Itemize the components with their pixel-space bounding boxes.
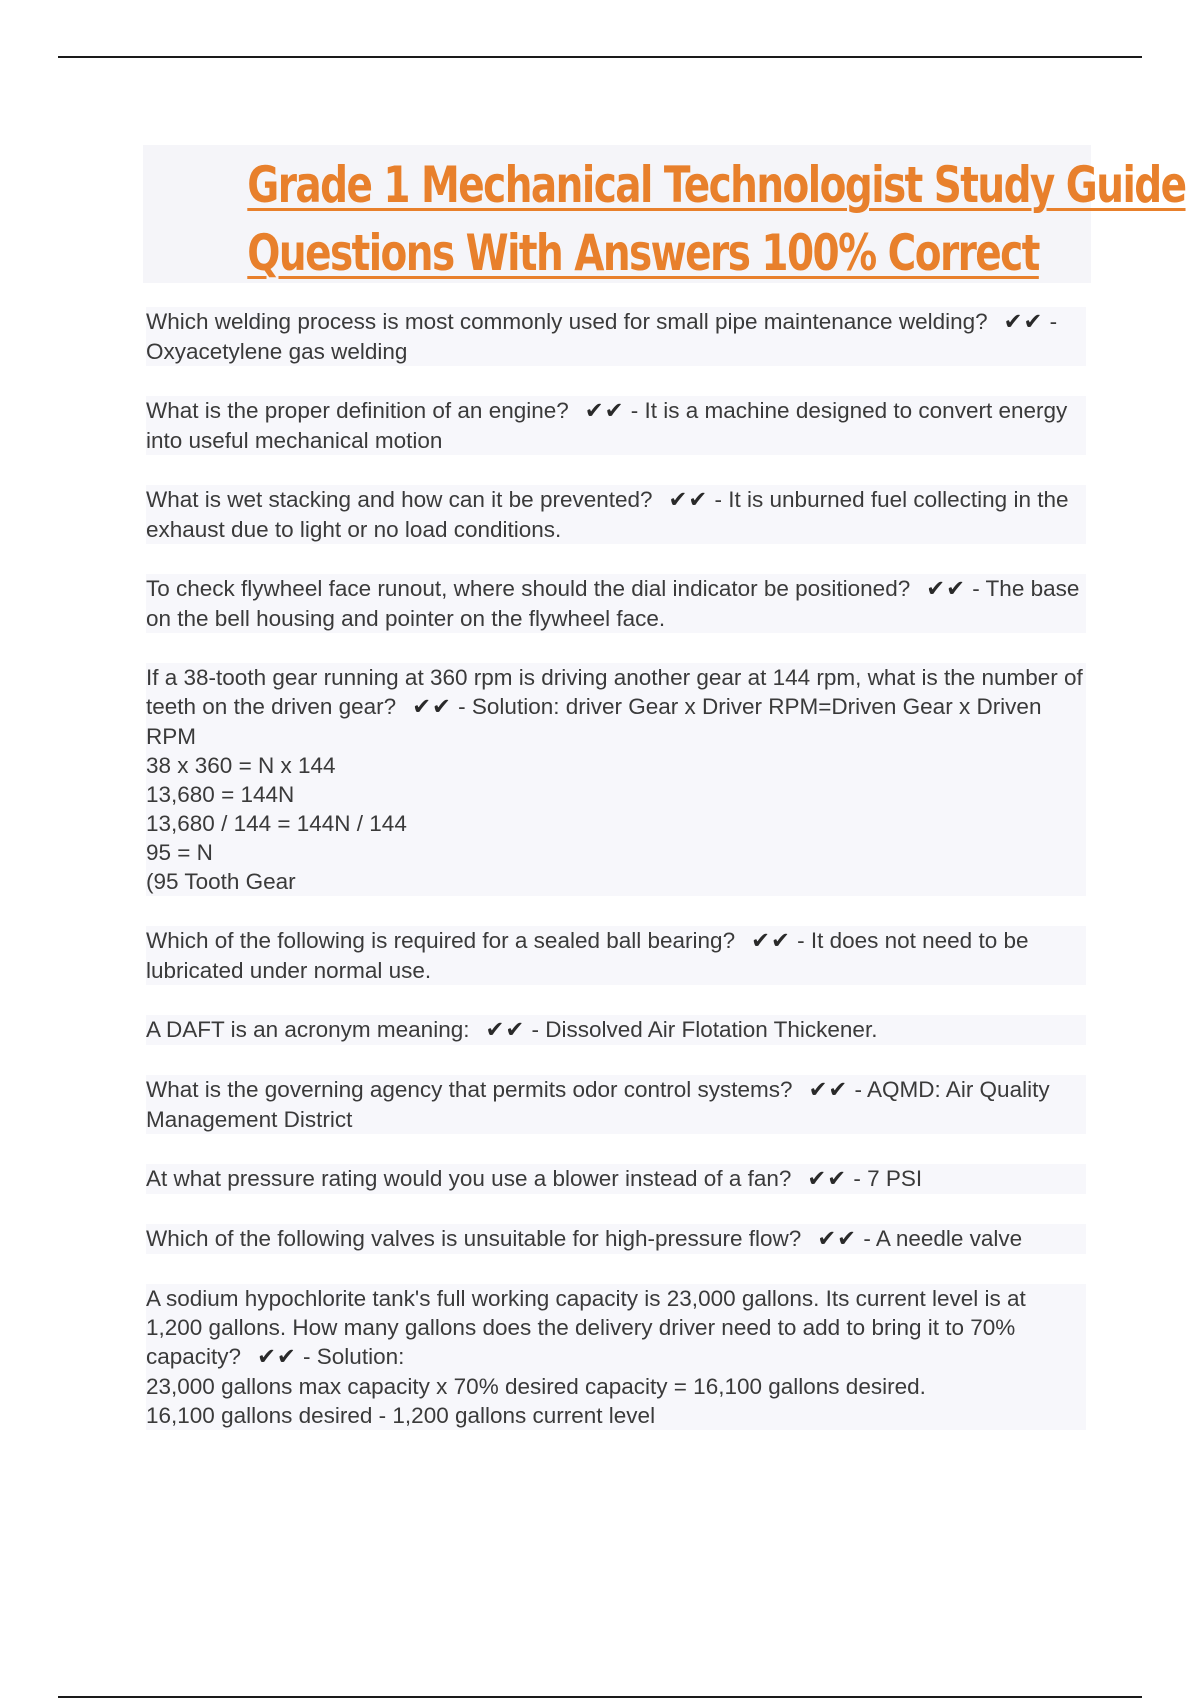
footer-rule	[58, 1696, 1142, 1698]
double-check-icon: ✔✔	[817, 1226, 858, 1252]
title-line-1: Grade 1 Mechanical Technologist Study Guide	[247, 156, 1186, 214]
qa-item	[146, 485, 1086, 544]
solution-line: (95 Tooth Gear	[146, 869, 296, 894]
answer-text: - It is a machine designed to convert energy into useful mechanical motion	[146, 398, 1068, 453]
qa-item	[146, 307, 1086, 366]
qa-item	[146, 1224, 1086, 1254]
qa-item	[146, 1075, 1086, 1134]
question-text: A DAFT is an acronym meaning:	[146, 1017, 470, 1042]
double-check-icon: ✔✔	[257, 1344, 297, 1370]
double-check-icon: ✔✔	[485, 1017, 526, 1043]
double-check-icon: ✔✔	[926, 576, 966, 602]
solution-line: 95 = N	[146, 840, 213, 865]
answer-text: - 7 PSI	[853, 1166, 923, 1191]
answer-text: - Oxyacetylene gas welding	[146, 309, 1058, 364]
qa-item	[146, 1015, 1086, 1045]
qa-item	[146, 1284, 1086, 1430]
question-text: Which of the following is required for a sealed ball bearing?	[146, 928, 736, 953]
question-text: If a 38-tooth gear running at 360 rpm is driving another gear at 144 rpm, what is the number of teeth on the driven gear?	[146, 665, 1083, 719]
answer-text: - Dissolved Air Flotation Thickener.	[531, 1017, 878, 1042]
qa-item	[146, 663, 1086, 896]
double-check-icon: ✔✔	[412, 694, 452, 720]
qa-item	[146, 926, 1086, 985]
question-text: Which welding process is most commonly used for small pipe maintenance welding?	[146, 309, 988, 334]
solution-line: 13,680 / 144 = 144N / 144	[146, 811, 407, 836]
solution-line: 16,100 gallons desired - 1,200 gallons current level	[146, 1403, 656, 1428]
solution-line: 23,000 gallons max capacity x 70% desired capacity = 16,100 gallons desired.	[146, 1374, 926, 1399]
header-rule	[58, 56, 1142, 58]
double-check-icon: ✔✔	[807, 1166, 848, 1192]
solution-line: 13,680 = 144N	[146, 782, 295, 807]
answer-text: - Solution:	[303, 1344, 405, 1369]
answer-text: - A needle valve	[863, 1226, 1023, 1251]
question-text: A sodium hypochlorite tank's full working capacity is 23,000 gallons. Its current level is at 1,200 gallons. How many gallons does the delivery driver need to add to bring it to 70% capacity?	[146, 1286, 1026, 1369]
question-text: At what pressure rating would you use a blower instead of a fan?	[146, 1166, 792, 1191]
qa-item	[146, 1164, 1086, 1194]
double-check-icon: ✔✔	[1003, 309, 1044, 335]
answer-text: - Solution: driver Gear x Driver RPM=Driven Gear x Driven RPM	[146, 694, 1042, 749]
double-check-icon: ✔✔	[584, 398, 625, 424]
question-text: What is wet stacking and how can it be prevented?	[146, 487, 653, 512]
title-line-2: Questions With Answers 100% Correct	[247, 224, 1039, 282]
qa-list	[146, 307, 1086, 1460]
answer-text: - It does not need to be lubricated under normal use.	[146, 928, 1029, 983]
double-check-icon: ✔✔	[808, 1077, 849, 1103]
double-check-icon: ✔✔	[668, 487, 709, 513]
question-text: What is the proper definition of an engine?	[146, 398, 569, 423]
solution-line: 38 x 360 = N x 144	[146, 753, 336, 778]
answer-text: - The base on the bell housing and pointer on the flywheel face.	[146, 576, 1080, 631]
question-text: What is the governing agency that permits odor control systems?	[146, 1077, 793, 1102]
question-text: Which of the following valves is unsuitable for high-pressure flow?	[146, 1226, 802, 1251]
answer-text: - AQMD: Air Quality Management District	[146, 1077, 1050, 1132]
qa-item	[146, 574, 1086, 633]
double-check-icon: ✔✔	[751, 928, 791, 954]
document-title	[143, 145, 1186, 283]
qa-item	[146, 396, 1086, 455]
question-text: To check flywheel face runout, where should the dial indicator be positioned?	[146, 576, 911, 601]
answer-text: - It is unburned fuel collecting in the exhaust due to light or no load conditions.	[146, 487, 1069, 542]
